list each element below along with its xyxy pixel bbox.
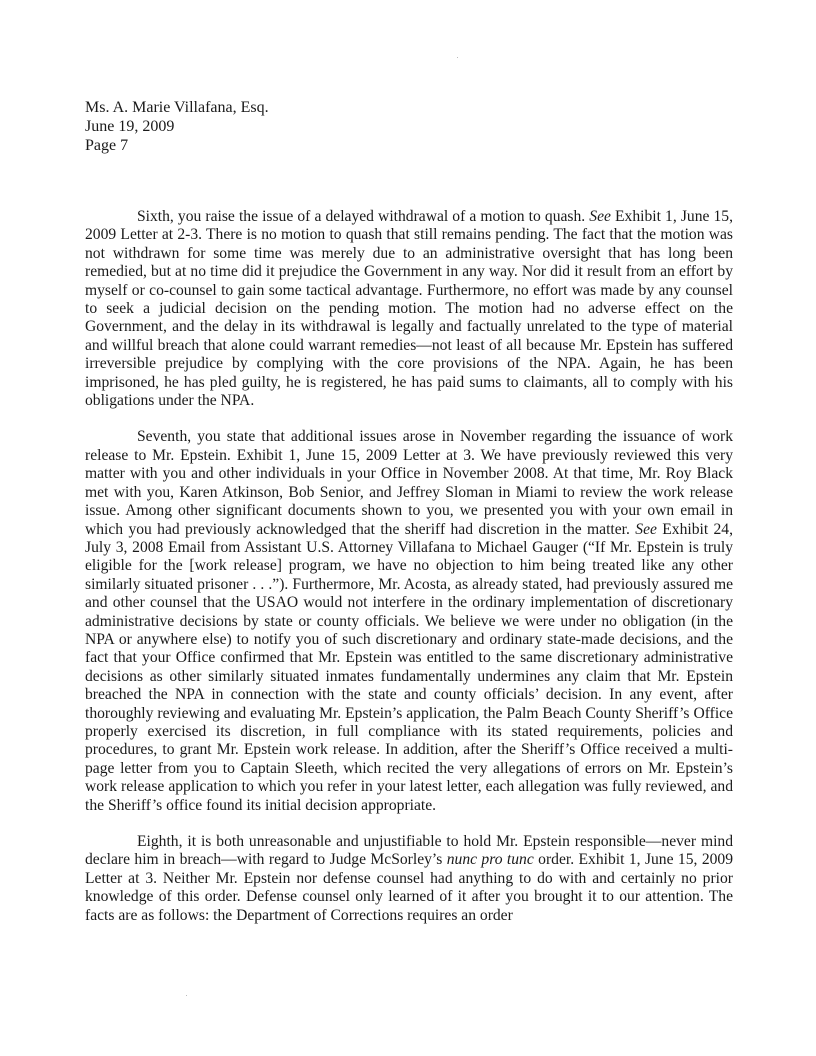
paragraph-text: Sixth, you raise the issue of a delayed withdrawal of a motion to quash. [137, 208, 590, 225]
citation-signal-see: See [589, 208, 611, 225]
date-line: June 19, 2009 [85, 118, 175, 135]
paragraph-text: Seventh, you state that additional issues arose in November regarding the issuance of work release to Mr. Epstein. Exhibit 1, June 15, 2009 Letter at 3. We have previously reviewed this very matter with you and other individuals in your Office in November 2008. At that time, Mr. Roy Black met with you, Karen Atkinson, Bob Senior, and Jeffrey Sloman in Miami to review the work release issue. Among other significant documents shown to you, we presented you with your own email in which you had previously acknowledged that the sheriff had discretion in the matter. [85, 428, 733, 538]
paragraph-text: Exhibit 24, July 3, 2008 Email from Assistant U.S. Attorney Villafana to Michael Gauger (“If Mr. Epstein is truly eligible for the [work release] program, we have no objection to him being treated like any other similarly situated prisoner . . .”). Furthermore, Mr. Acosta, as already stated, had previously assured me and other counsel that the USAO would not interfere in the ordinary implementation of discretionary administrative decisions by state or county officials. We believe we were under no obligation (in the NPA or anywhere else) to notify you of such discretionary and ordinary state-made decisions, and the fact that your Office confirmed that Mr. Epstein was entitled to the same discretionary administrative decisions as other similarly situated inmates fundamentally undermines any claim that Mr. Epstein breached the NPA in connection with the state and county officials’ decision. In any event, after thoroughly reviewing and evaluating Mr. Epstein’s application, the Palm Beach County Sheriff’s Office properly exercised its discretion, in full compliance with its stated requirements, policies and procedures, to grant Mr. Epstein work release. In addition, after the Sheriff’s Office received a multi-page letter from you to Captain Sleeth, which recited the very allegations of errors on Mr. Epstein’s work release application to which you refer in your latest letter, each allegation was fully reviewed, and the Sheriff’s office found its initial decision appropriate. [85, 520, 733, 814]
paragraph-text: Exhibit 1, June 15, 2009 Letter at 2-3. There is no motion to quash that still remains pending. The fact that the motion was not withdrawn for some time was merely due to an administrative oversight that has long been remedied, but at no time did it prejudice the Government in any way. Nor did it result from an effort by myself or co-counsel to gain some tactical advantage. Furthermore, no effort was made by any counsel to seek a judicial decision on the pending motion. The motion had no adverse effect on the Government, and the delay in its withdrawal is legally and factually unrelated to the type of material and willful breach that alone could warrant remedies—not least of all because Mr. Epstein has suffered irreversible prejudice by complying with the core provisions of the NPA. Again, he has been imprisoned, he has pled guilty, he is registered, he has paid sums to claimants, all to comply with his obligations under the NPA. [85, 208, 734, 410]
citation-signal-see: See [635, 520, 657, 538]
paragraph-seventh [85, 428, 733, 815]
letter-body [85, 208, 733, 925]
paragraph-sixth [85, 208, 733, 410]
paragraph-text: Eighth, it is both unreasonable and unjustifiable to hold Mr. Epstein responsible—never mind declare him in breach—with regard to Judge McSorley’s [85, 833, 733, 869]
recipient-line: Ms. A. Marie Villafana, Esq. [85, 99, 269, 116]
letter-header [85, 98, 485, 155]
paragraph-text: order. Exhibit 1, June 15, 2009 Letter at 3. Neither Mr. Epstein nor defense counsel had anything to do with and certainly no prior knowledge of this order. Defense counsel only learned of it after you brought it to our attention. The facts are as follows: the Department of Corrections requires an order [85, 851, 734, 924]
latin-term: nunc pro tunc [446, 851, 534, 869]
scan-speck [186, 995, 187, 996]
paragraph-eighth [85, 833, 733, 925]
scan-speck [457, 57, 458, 58]
page-number-line: Page 7 [85, 137, 129, 154]
